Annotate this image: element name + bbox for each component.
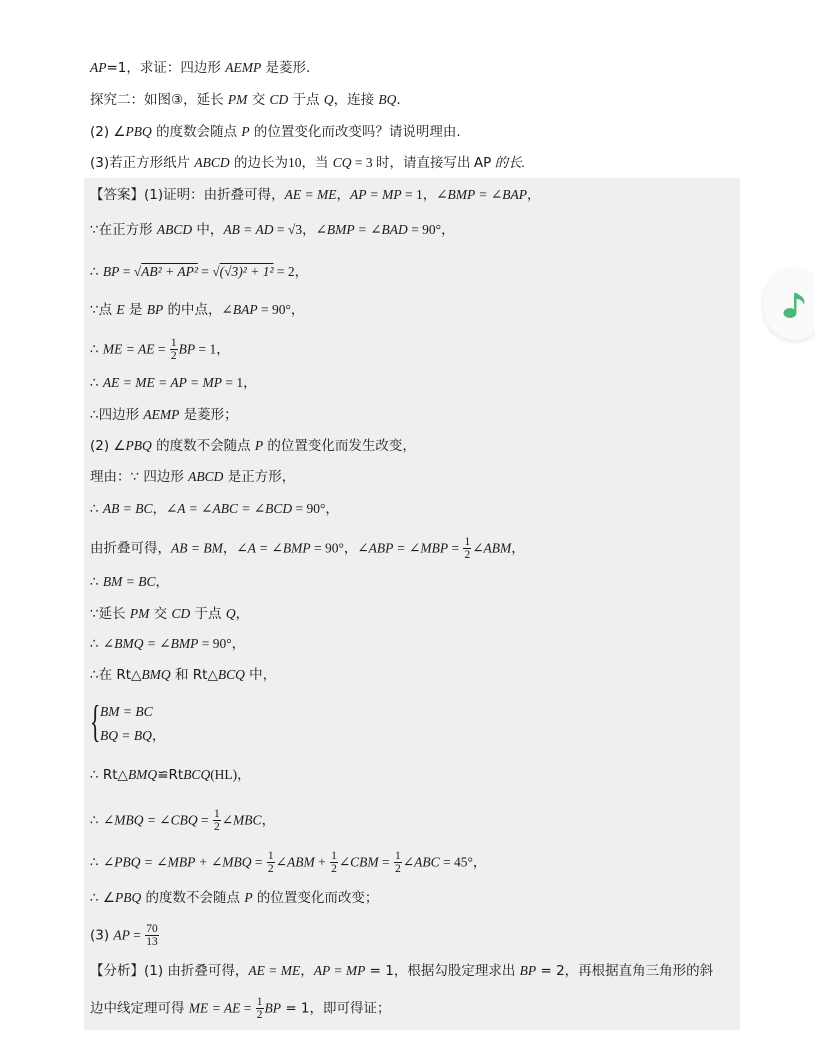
math: PM bbox=[129, 606, 150, 621]
text: 的边长为 bbox=[229, 155, 288, 171]
math: AEMP bbox=[143, 407, 180, 422]
analysis-line-1 bbox=[90, 961, 713, 981]
text: ， bbox=[300, 963, 314, 979]
math: AB = AD bbox=[223, 222, 274, 237]
math-ap: AP bbox=[90, 60, 107, 75]
math: + bbox=[314, 854, 330, 870]
math: ABCD bbox=[194, 155, 230, 170]
brace: { bbox=[90, 697, 101, 746]
math: = 90°， bbox=[198, 636, 246, 651]
math: BQ = BQ bbox=[100, 728, 152, 743]
denominator: 2 bbox=[395, 863, 401, 875]
math: AB² + AP² bbox=[141, 264, 198, 279]
question-line-2 bbox=[90, 90, 401, 110]
math: 10 bbox=[287, 155, 302, 170]
denominator: 2 bbox=[214, 821, 220, 833]
math: ∠ABC bbox=[402, 854, 440, 870]
answer-line-16 bbox=[90, 765, 251, 785]
math: CD bbox=[171, 606, 191, 621]
text: . bbox=[396, 92, 401, 108]
answer-line-1 bbox=[90, 185, 540, 205]
math: ABCD bbox=[156, 222, 193, 237]
math: 的长. bbox=[491, 155, 526, 170]
question-line-3 bbox=[90, 122, 461, 142]
answer-line-20 bbox=[90, 923, 160, 948]
math: E bbox=[116, 302, 125, 317]
text: (2) ∠ bbox=[90, 438, 126, 454]
answer-line-4 bbox=[90, 300, 304, 320]
text: 的度数会随点 bbox=[151, 124, 242, 140]
math: AB = BM bbox=[171, 540, 223, 556]
answer-line-14 bbox=[90, 634, 245, 654]
math: ∠BAP bbox=[221, 302, 258, 317]
text: = 1，即可得证； bbox=[281, 1000, 391, 1017]
text: 由折叠可得， bbox=[90, 540, 171, 557]
math: BCQ bbox=[183, 767, 211, 782]
math: BM = BC bbox=[100, 704, 153, 719]
numerator: 1 bbox=[267, 850, 274, 862]
math: ME = AE bbox=[102, 341, 155, 357]
text: 的位置变化而发生改变， bbox=[263, 438, 416, 454]
numerator: 1 bbox=[214, 808, 220, 820]
math-aemp: AEMP bbox=[225, 60, 262, 75]
text: 是菱形. bbox=[261, 60, 311, 76]
answer-line-9 bbox=[90, 467, 295, 487]
fraction bbox=[330, 850, 338, 875]
text: ∴ bbox=[90, 341, 103, 358]
text: 和 Rt△ bbox=[170, 667, 218, 683]
math: ∠BMQ = ∠BMP bbox=[102, 636, 199, 651]
math: AE = ME bbox=[284, 187, 337, 202]
math: = 45°， bbox=[439, 854, 487, 870]
denominator: 2 bbox=[331, 863, 337, 875]
math: ∠BMP = ∠BAP bbox=[436, 187, 527, 202]
math: = 2， bbox=[273, 264, 309, 279]
numerator: 1 bbox=[170, 337, 177, 349]
math: = 1， bbox=[195, 341, 230, 357]
math: ∠A = ∠ABC = ∠BCD bbox=[166, 501, 293, 516]
math: = bbox=[154, 341, 169, 357]
math: ABCD bbox=[188, 469, 224, 484]
math: AP = MP bbox=[349, 187, 402, 202]
text: ≌Rt bbox=[157, 767, 184, 783]
math: CD bbox=[269, 92, 289, 107]
math: ∠MBC bbox=[221, 812, 262, 828]
text: 中， bbox=[244, 667, 277, 683]
answer-line-6 bbox=[90, 373, 257, 393]
text: ∴在 Rt△ bbox=[90, 667, 142, 683]
answer-line-19 bbox=[90, 888, 378, 908]
text: ∴四边形 bbox=[90, 407, 144, 423]
math: = √ bbox=[119, 264, 142, 279]
text: = 2，再根据直角三角形的斜 bbox=[536, 963, 714, 979]
numerator: 1 bbox=[331, 850, 337, 862]
text: ∴ bbox=[90, 574, 103, 590]
math: ME = AE bbox=[188, 1000, 241, 1016]
math: = 3 时，请直接写出 bbox=[351, 155, 474, 170]
answer-line-12 bbox=[90, 572, 169, 592]
answer-line-17 bbox=[90, 808, 275, 833]
denominator: 2 bbox=[256, 1009, 263, 1021]
text: (3) bbox=[90, 927, 114, 944]
math: PBQ bbox=[125, 438, 152, 453]
text: ， bbox=[152, 501, 166, 517]
text: ∴ bbox=[90, 264, 103, 280]
denominator: 2 bbox=[267, 863, 274, 875]
fraction bbox=[267, 850, 275, 875]
answer-line-3 bbox=[90, 262, 308, 282]
math: = 90°， bbox=[292, 501, 339, 516]
answer-line-5 bbox=[90, 337, 230, 362]
system-row-1 bbox=[100, 704, 153, 720]
math: BP bbox=[146, 302, 164, 317]
music-note-icon bbox=[782, 290, 808, 320]
math: BMQ bbox=[127, 767, 158, 782]
text: 【答案】(1)证明：由折叠可得， bbox=[90, 187, 285, 203]
fraction bbox=[170, 337, 178, 362]
numerator: 1 bbox=[464, 536, 471, 548]
math: ∠BMP = ∠BAD bbox=[315, 222, 408, 237]
math: ∠ABP = ∠MBP bbox=[357, 540, 449, 556]
math: ∠CBM bbox=[338, 854, 379, 870]
text: 的位置变化而改变； bbox=[252, 890, 379, 906]
math: AP bbox=[113, 927, 130, 943]
answer-line-11 bbox=[90, 536, 525, 561]
math: BCQ bbox=[217, 667, 245, 682]
text: 于点 bbox=[190, 606, 226, 622]
math: P bbox=[241, 124, 250, 139]
math: PBQ bbox=[125, 124, 152, 139]
math: Q bbox=[323, 92, 334, 107]
math: BM = BC bbox=[102, 574, 156, 589]
text: (2) ∠ bbox=[90, 124, 126, 140]
text: 是 bbox=[124, 302, 147, 318]
text: ， bbox=[336, 187, 350, 203]
text: 的度数不会随点 bbox=[151, 438, 255, 454]
text: AP bbox=[473, 155, 492, 171]
text: ∵延长 bbox=[90, 606, 130, 622]
math: ∠A = ∠BMP bbox=[236, 540, 311, 556]
text: ∴ Rt△ bbox=[90, 767, 128, 783]
fraction bbox=[463, 536, 471, 561]
text: ∴ bbox=[90, 375, 103, 391]
text: ， bbox=[511, 540, 525, 557]
fraction bbox=[145, 923, 159, 948]
math: = bbox=[251, 854, 266, 870]
question-line-1 bbox=[90, 58, 310, 78]
math: BP bbox=[102, 264, 120, 279]
text: = 1，根据勾股定理求出 bbox=[365, 963, 520, 979]
text: =1，求证：四边形 bbox=[106, 60, 226, 76]
answer-line-15 bbox=[90, 665, 276, 685]
numerator: 1 bbox=[395, 850, 401, 862]
question-line-4 bbox=[90, 153, 525, 173]
math: = 1， bbox=[221, 375, 257, 390]
math: ∠ABM bbox=[275, 854, 315, 870]
math: = bbox=[378, 854, 394, 870]
math: BQ bbox=[378, 92, 397, 107]
math: BP bbox=[519, 963, 537, 978]
math: = 1， bbox=[401, 187, 437, 202]
text: ，当 bbox=[301, 155, 333, 171]
math: BMQ bbox=[141, 667, 171, 682]
text: 探究二：如图③，延长 bbox=[90, 92, 228, 108]
math: PBQ bbox=[114, 890, 142, 905]
math: = 90°， bbox=[310, 540, 358, 556]
answer-line-2 bbox=[90, 220, 455, 240]
text: ∴ bbox=[90, 854, 103, 871]
text: ， bbox=[155, 574, 169, 590]
system-row-2 bbox=[100, 724, 165, 744]
math: = 90°， bbox=[407, 222, 455, 237]
math: P bbox=[254, 438, 264, 453]
text: ， bbox=[526, 187, 541, 203]
math: PM bbox=[227, 92, 248, 107]
text: ，连接 bbox=[333, 92, 379, 108]
fraction bbox=[256, 996, 264, 1021]
answer-line-8 bbox=[90, 436, 416, 456]
math: = bbox=[129, 927, 145, 943]
text: 理由：∵ 四边形 bbox=[90, 469, 189, 485]
math: = √3， bbox=[273, 222, 316, 237]
math: = √ bbox=[197, 264, 220, 279]
math: AB = BC bbox=[102, 501, 153, 516]
math: = bbox=[240, 1000, 255, 1016]
denominator: 2 bbox=[170, 350, 177, 362]
text: ∴ bbox=[90, 501, 103, 517]
math: ∠ABM bbox=[472, 540, 512, 556]
math: = bbox=[197, 812, 212, 828]
answer-line-10 bbox=[90, 499, 339, 519]
text: 是菱形； bbox=[179, 407, 238, 423]
text: 【分析】(1) 由折叠可得， bbox=[90, 963, 249, 979]
text: ， bbox=[222, 540, 237, 557]
text: ∴ bbox=[90, 636, 103, 652]
text: 的中点， bbox=[163, 302, 222, 318]
math: = 90°， bbox=[257, 302, 305, 317]
denominator: 2 bbox=[464, 549, 471, 561]
text: ∴ bbox=[90, 812, 103, 829]
text: ， bbox=[261, 812, 276, 829]
fraction bbox=[394, 850, 402, 875]
text: 的位置变化而改变吗？请说明理由. bbox=[249, 124, 461, 140]
fraction bbox=[213, 808, 221, 833]
math: BP bbox=[264, 1000, 282, 1016]
text: ∵在正方形 bbox=[90, 222, 157, 238]
math: P bbox=[244, 890, 253, 905]
math: AE = ME = AP = MP bbox=[102, 375, 222, 390]
math: BP bbox=[178, 341, 196, 357]
text: 交 bbox=[149, 606, 172, 622]
numerator: 70 bbox=[146, 923, 158, 935]
text: 的度数不会随点 bbox=[141, 890, 245, 906]
answer-line-18 bbox=[90, 850, 486, 875]
math: AP = MP bbox=[313, 963, 366, 978]
math: AE = ME bbox=[248, 963, 301, 978]
text: 于点 bbox=[288, 92, 324, 108]
text: ∵点 bbox=[90, 302, 117, 318]
math: (HL)， bbox=[210, 767, 251, 782]
math: ∠PBQ = ∠MBP + ∠MBQ bbox=[102, 854, 252, 870]
math: CQ bbox=[332, 155, 352, 170]
text: ， bbox=[235, 606, 250, 622]
text: 是正方形， bbox=[223, 469, 296, 485]
text: ， bbox=[151, 728, 166, 744]
answer-line-7 bbox=[90, 405, 238, 425]
text: 边中线定理可得 bbox=[90, 1000, 189, 1017]
numerator: 1 bbox=[256, 996, 263, 1008]
text: 中， bbox=[192, 222, 224, 238]
text: (3)若正方形纸片 bbox=[90, 155, 195, 171]
music-player-button[interactable] bbox=[764, 270, 815, 340]
math: = bbox=[448, 540, 463, 556]
math: (√3)² + 1² bbox=[219, 264, 274, 279]
text: 交 bbox=[247, 92, 270, 108]
answer-line-13 bbox=[90, 604, 249, 624]
math: Q bbox=[225, 606, 236, 621]
math: ∠MBQ = ∠CBQ bbox=[102, 812, 198, 828]
denominator: 13 bbox=[146, 936, 158, 948]
text: ∴ ∠ bbox=[90, 890, 115, 906]
analysis-line-2 bbox=[90, 996, 391, 1021]
